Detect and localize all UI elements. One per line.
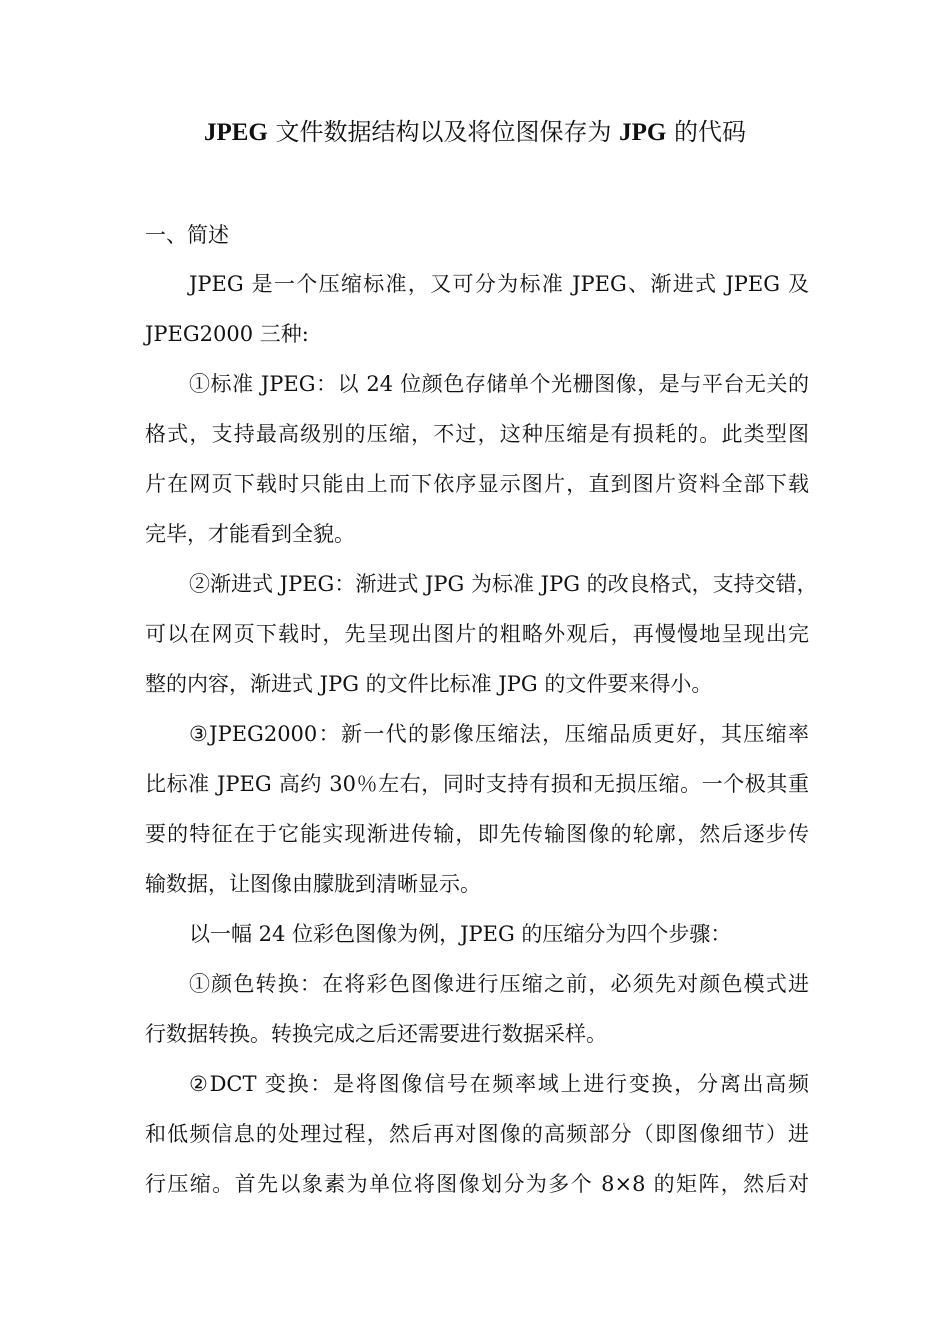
paragraph-line: 格式，支持最高级别的压缩，不过，这种压缩是有损耗的。此类型图 (145, 422, 809, 446)
paragraph-line: 要的特征在于它能实现渐进传输，即先传输图像的轮廓，然后逐步传 (145, 822, 809, 846)
paragraph-line: 可以在网页下载时，先呈现出图片的粗略外观后，再慢慢地呈现出完 (145, 622, 809, 646)
document-title (0, 112, 950, 153)
paragraph-line: 和低频信息的处理过程，然后再对图像的高频部分（即图像细节）进 (145, 1122, 809, 1146)
paragraph-line: 比标准 JPEG 高约 30％左右，同时支持有损和无损压缩。一个极其重 (145, 772, 809, 796)
paragraph-line: 片在网页下载时只能由上而下依序显示图片，直到图片资料全部下载 (145, 472, 809, 496)
paragraph-line: 整的内容，渐进式 JPG 的文件比标准 JPG 的文件要来得小。 (145, 672, 713, 696)
paragraph-line: JPEG2000 三种: (145, 322, 309, 346)
paragraph-line: ③JPEG2000：新一代的影像压缩法，压缩品质更好，其压缩率 (189, 722, 809, 746)
title-part: 的代码 (666, 118, 747, 146)
paragraph-line: 行数据转换。转换完成之后还需要进行数据采样。 (145, 1022, 607, 1046)
paragraph-line: ①颜色转换：在将彩色图像进行压缩之前，必须先对颜色模式进 (189, 972, 809, 996)
paragraph-line: ①标准 JPEG：以 24 位颜色存储单个光栅图像，是与平台无关的 (189, 372, 809, 396)
paragraph-line: 行压缩。首先以象素为单位将图像划分为多个 8×8 的矩阵，然后对 (145, 1172, 809, 1196)
paragraph-line: JPEG 是一个压缩标准，又可分为标准 JPEG、渐进式 JPEG 及 (189, 272, 809, 296)
title-part: 文件数据结构以及将位图保存为 (267, 118, 620, 146)
paragraph-line: 完毕，才能看到全貌。 (145, 522, 355, 546)
paragraph-line: 以一幅 24 位彩色图像为例，JPEG 的压缩分为四个步骤： (189, 922, 732, 946)
paragraph-line: ②DCT 变换：是将图像信号在频率域上进行变换，分离出高频 (189, 1072, 809, 1096)
section-heading: 一、简述 (145, 223, 229, 247)
title-part: JPEG (203, 119, 268, 146)
paragraph-line: ②渐进式 JPEG：渐进式 JPG 为标准 JPG 的改良格式，支持交错， (189, 572, 818, 596)
paragraph-line: 输数据，让图像由朦胧到清晰显示。 (145, 872, 481, 896)
title-part: JPG (619, 119, 667, 146)
